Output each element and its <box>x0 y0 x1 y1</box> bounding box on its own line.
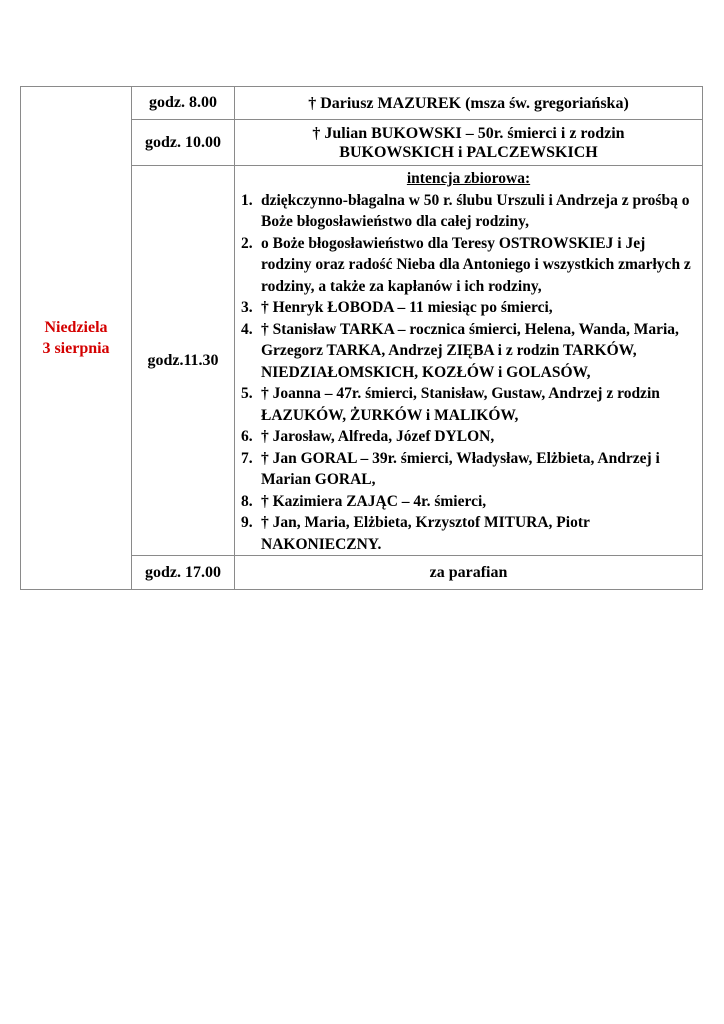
item-number: 6. <box>241 428 253 445</box>
mass-row <box>21 87 703 120</box>
list-item <box>235 448 702 491</box>
day-name: Niedziela <box>44 319 108 336</box>
mass-intentions-table <box>20 86 703 590</box>
item-text: † Joanna – 47r. śmierci, Stanisław, Gustaw, Andrzej z rodzin ŁAZUKÓW, ŻURKÓW i MALIKÓW, <box>261 385 660 424</box>
item-text: dziękczynno-błagalna w 50 r. ślubu Urszuli i Andrzeja z prośbą o Boże błogosławieństwo dla całej rodziny, <box>261 191 690 230</box>
collective-heading: intencja zbiorowa: <box>406 170 531 187</box>
collective-intention <box>235 166 703 556</box>
list-item <box>235 383 702 426</box>
intention-list <box>235 190 702 556</box>
list-item <box>235 512 702 555</box>
item-text: † Henryk ŁOBODA – 11 miesiąc po śmierci, <box>261 299 553 316</box>
list-item <box>235 190 702 233</box>
intention-line: BUKOWSKICH i PALCZEWSKICH <box>339 143 598 161</box>
mass-intention <box>235 120 703 166</box>
item-text: † Jan, Maria, Elżbieta, Krzysztof MITURA, Piotr NAKONIECZNY. <box>261 514 590 553</box>
list-item <box>235 319 702 384</box>
item-number: 7. <box>241 449 253 467</box>
item-number: 2. <box>241 234 253 252</box>
item-number: 1. <box>241 191 253 209</box>
mass-time: godz. 10.00 <box>132 120 235 166</box>
list-item <box>235 233 702 298</box>
mass-intention: † Dariusz MAZUREK (msza św. gregoriańska) <box>235 87 703 120</box>
item-number: 8. <box>241 492 253 510</box>
item-number: 3. <box>241 299 253 316</box>
intention-line: † Julian BUKOWSKI – 50r. śmierci i z rodzin <box>312 124 625 142</box>
list-item <box>235 426 702 448</box>
item-number: 9. <box>241 514 253 531</box>
mass-time: godz. 8.00 <box>132 87 235 120</box>
item-text: † Kazimiera ZAJĄC – 4r. śmierci, <box>261 492 487 510</box>
list-item <box>235 491 702 513</box>
day-date: 3 sierpnia <box>42 340 110 357</box>
item-number: 5. <box>241 385 253 402</box>
item-number: 4. <box>241 320 253 338</box>
list-item <box>235 297 702 319</box>
mass-time: godz.11.30 <box>132 166 235 556</box>
item-text: † Stanisław TARKA – rocznica śmierci, Helena, Wanda, Maria, Grzegorz TARKA, Andrzej ZIĘBA i z rodzin TARKÓW, NIEDZIAŁOMSKICH, KOZŁÓW i GOLASÓW, <box>261 320 679 381</box>
item-text: o Boże błogosławieństwo dla Teresy OSTROWSKIEJ i Jej rodziny oraz radość Nieba dla Antoniego i wszystkich zmarłych z rodziny, a także za kapłanów i ich rodziny, <box>261 234 691 295</box>
mass-time: godz. 17.00 <box>132 556 235 590</box>
day-label <box>21 87 132 590</box>
mass-intention: za parafian <box>235 556 703 590</box>
item-text: † Jan GORAL – 39r. śmierci, Władysław, Elżbieta, Andrzej i Marian GORAL, <box>261 449 660 488</box>
item-text: † Jarosław, Alfreda, Józef DYLON, <box>261 428 495 445</box>
